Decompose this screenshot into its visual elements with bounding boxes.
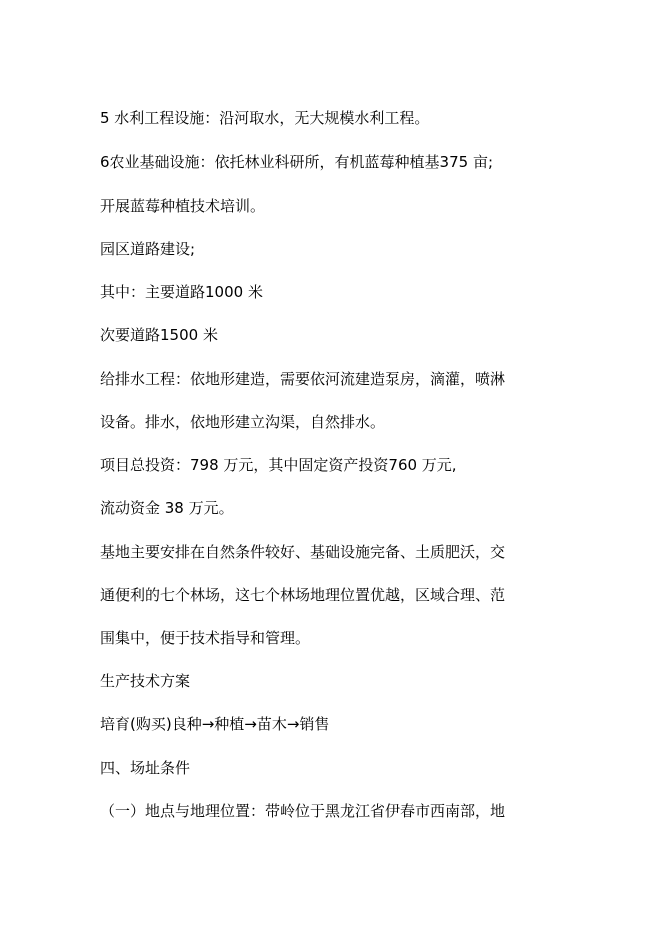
paragraph-water-supply-line1: 给排水工程：依地形建造，需要依河流建造泵房，滴灌，喷淋 [100,370,506,388]
paragraph-road-construction: 园区道路建设; [100,240,196,258]
paragraph-process-flow: 培育(购买)良种→种植→苗木→销售 [100,715,330,733]
heading-site-conditions: 四、场址条件 [100,759,191,777]
paragraph-water-supply-line2: 设备。排水，依地形建立沟渠，自然排水。 [100,413,386,431]
paragraph-location: （一）地点与地理位置：带岭位于黑龙江省伊春市西南部，地 [100,802,506,820]
paragraph-training: 开展蓝莓种植技术培训。 [100,197,266,215]
paragraph-agri-infrastructure: 6农业基础设施：依托林业科研所，有机蓝莓种植基375 亩; [100,153,493,171]
paragraph-base-line3: 围集中，便于技术指导和管理。 [100,629,311,647]
paragraph-total-investment: 项目总投资：798 万元，其中固定资产投资760 万元, [100,456,457,474]
paragraph-base-line2: 通便利的七个林场，这七个林场地理位置优越，区域合理、范 [100,586,506,604]
heading-production-plan: 生产技术方案 [100,672,191,690]
paragraph-water-conservancy: 5 水利工程设施：沿河取水，无大规模水利工程。 [100,109,430,127]
paragraph-working-capital: 流动资金 38 万元。 [100,499,234,517]
paragraph-secondary-road: 次要道路1500 米 [100,326,218,344]
paragraph-base-line1: 基地主要安排在自然条件较好、基础设施完备、土质肥沃，交 [100,543,506,561]
paragraph-main-road: 其中：主要道路1000 米 [100,283,263,301]
